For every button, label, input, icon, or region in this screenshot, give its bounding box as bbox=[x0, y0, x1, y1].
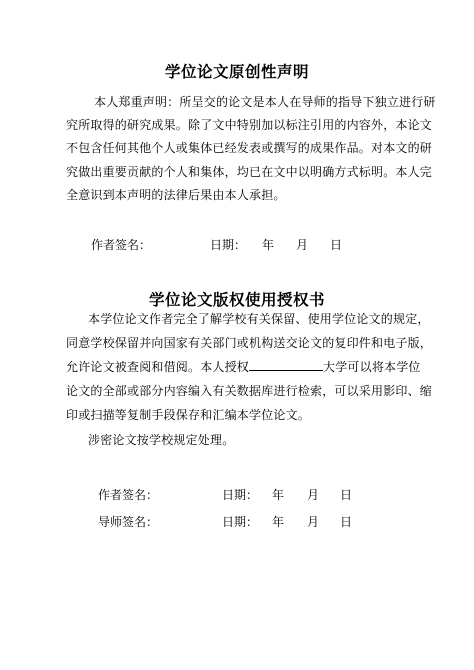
declaration-line-3: 不包含任何其他个人或集体已经发表或撰写的成果作品。对本文的研 bbox=[66, 141, 433, 155]
declaration-year-label: 年 bbox=[262, 238, 275, 252]
declaration-line-4: 究做出重要贡献的个人和集体，均已在文中以明确方式标明。本人完 bbox=[66, 165, 433, 179]
authorization-line-1: 本学位论文作者完全了解学校有关保留、使用学位论文的规定， bbox=[88, 312, 430, 326]
authorization-advisor-year-label: 年 bbox=[272, 515, 285, 529]
declaration-title: 学位论文原创性声明 bbox=[164, 63, 309, 81]
authorization-line-4: 论文的全部或部分内容编入有关数据库进行检索，可以采用影印、缩 bbox=[66, 384, 433, 398]
authorization-author-date-label: 日期： bbox=[222, 488, 259, 502]
authorization-author-year-label: 年 bbox=[272, 488, 285, 502]
authorization-line-2: 同意学校保留并向国家有关部门或机构送交论文的复印件和电子版， bbox=[66, 336, 433, 350]
authorization-advisor-signature-label: 导师签名： bbox=[98, 515, 159, 529]
declaration-month-label: 月 bbox=[296, 238, 309, 252]
declaration-line-2: 究所取得的研究成果。除了文中特别加以标注引用的内容外，本论文 bbox=[66, 118, 433, 132]
authorization-title: 学位论文版权使用授权书 bbox=[148, 291, 325, 309]
declaration-author-signature-label: 作者签名： bbox=[91, 238, 152, 252]
authorization-author-day-label: 日 bbox=[340, 488, 353, 502]
authorization-author-month-label: 月 bbox=[307, 488, 320, 502]
authorization-line-3 bbox=[66, 358, 421, 375]
authorization-advisor-day-label: 日 bbox=[340, 515, 353, 529]
declaration-line-5: 全意识到本声明的法律后果由本人承担。 bbox=[66, 188, 286, 202]
university-name-blank bbox=[249, 359, 323, 371]
authorization-advisor-date-label: 日期： bbox=[222, 515, 259, 529]
authorization-author-signature-label: 作者签名： bbox=[98, 488, 159, 502]
authorization-line-5: 印或扫描等复制手段保存和汇编本学位论文。 bbox=[66, 408, 311, 422]
declaration-line-1: 本人郑重声明：所呈交的论文是本人在导师的指导下独立进行研 bbox=[94, 95, 436, 109]
authorization-advisor-month-label: 月 bbox=[307, 515, 320, 529]
authorization-line-3-after: 大学可以将本学位 bbox=[323, 360, 421, 374]
authorization-line-3-before: 允许论文被查阅和借阅。本人授权 bbox=[66, 360, 250, 374]
authorization-line-6: 涉密论文按学校规定处理。 bbox=[88, 433, 235, 447]
declaration-date-label: 日期： bbox=[210, 238, 247, 252]
declaration-day-label: 日 bbox=[330, 238, 343, 252]
